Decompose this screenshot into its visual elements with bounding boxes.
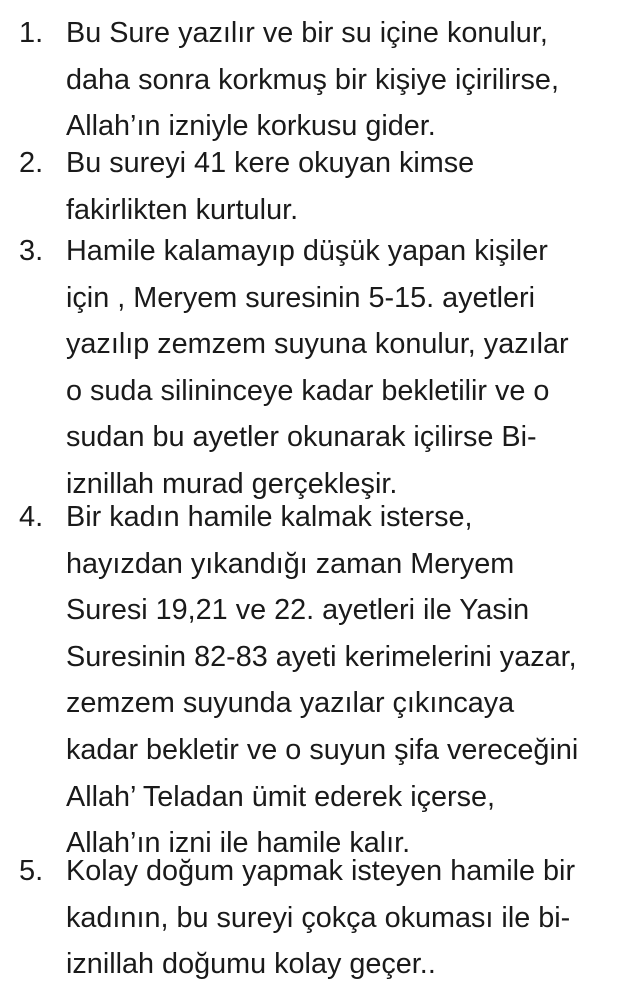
text-line: Bu sureyi 41 kere okuyan kimse <box>66 147 475 179</box>
text-line: Suresinin 82-83 ayeti kerimelerini yazar, <box>66 640 577 673</box>
text-line: iznillah doğumu kolay geçer.. <box>66 948 436 981</box>
text-line: yazılıp zemzem suyuna konulur, yazılar <box>66 328 569 361</box>
list-item-number: 4. <box>19 501 44 533</box>
text-line: Kolay doğum yapmak isteyen hamile bir <box>66 855 576 887</box>
list-item-number: 2. <box>19 147 44 179</box>
list-item-text <box>66 228 642 508</box>
text-line: Hamile kalamayıp düşük yapan kişiler <box>66 235 548 267</box>
list-item-number: 3. <box>19 235 44 267</box>
text-line: daha sonra korkmuş bir kişiye içirilirse, <box>66 63 559 96</box>
list-item-text <box>66 140 642 233</box>
text-line: Allah’ın izni ile hamile kalır. <box>66 827 411 860</box>
text-line: Allah’ın izniyle korkusu gider. <box>66 110 436 143</box>
list-item-number: 1. <box>19 17 44 49</box>
text-line: Allah’ Teladan ümit ederek içerse, <box>66 780 496 813</box>
text-line: fakirlikten kurtulur. <box>66 193 299 226</box>
text-line: hayızdan yıkandığı zaman Meryem <box>66 547 515 580</box>
text-line: kadının, bu sureyi çokça okuması ile bi- <box>66 901 571 934</box>
text-line: için , Meryem suresinin 5-15. ayetleri <box>66 281 535 314</box>
text-line: Bu Sure yazılır ve bir su içine konulur, <box>66 17 548 49</box>
list-item-text <box>66 848 642 988</box>
text-line: iznillah murad gerçekleşir. <box>66 467 398 500</box>
list-item-text <box>66 494 642 867</box>
text-line: kadar bekletir ve o suyun şifa vereceğini <box>66 733 579 766</box>
list-item-number: 5. <box>19 855 44 887</box>
text-line: zemzem suyunda yazılar çıkıncaya <box>66 687 515 720</box>
list-item-text <box>66 10 642 150</box>
text-line: Suresi 19,21 ve 22. ayetleri ile Yasin <box>66 594 530 627</box>
text-line: o suda silininceye kadar bekletilir ve o <box>66 374 550 407</box>
text-line: sudan bu ayetler okunarak içilirse Bi- <box>66 421 537 454</box>
text-line: Bir kadın hamile kalmak isterse, <box>66 501 473 533</box>
